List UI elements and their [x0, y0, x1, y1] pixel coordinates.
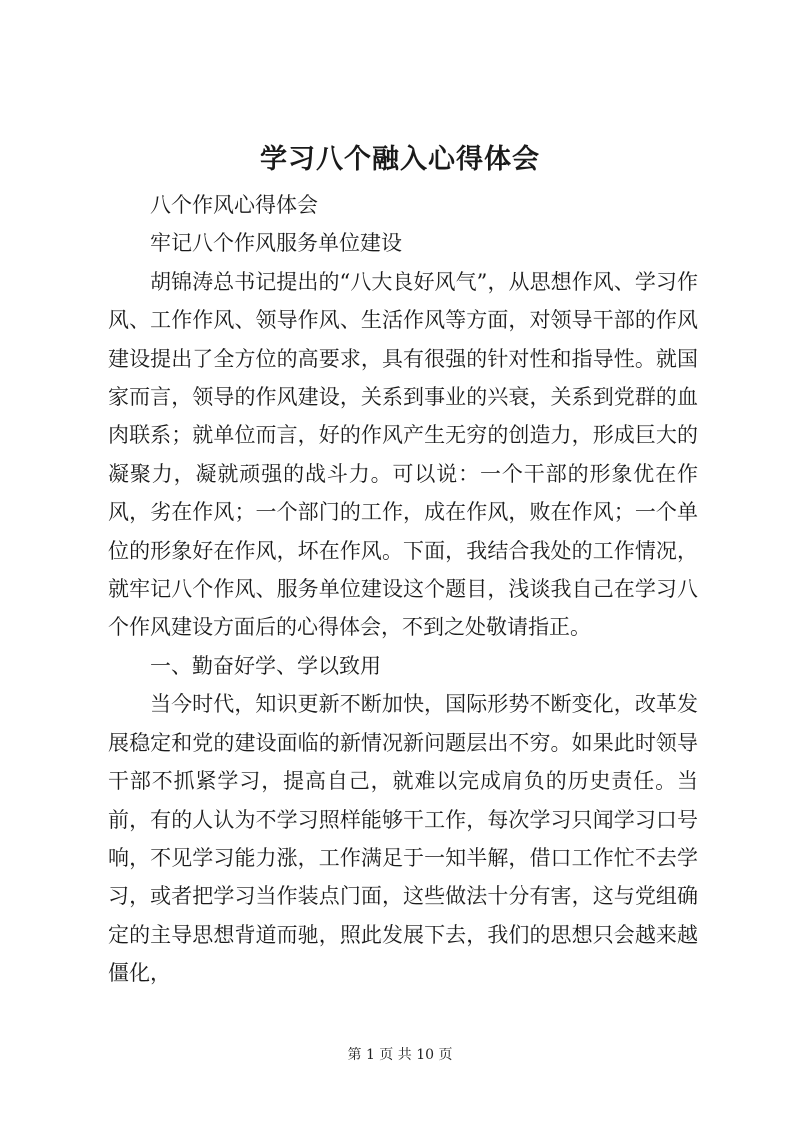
paragraph-intro: 胡锦涛总书记提出的“八大良好风气”，从思想作风、学习作风、工作作风、领导作风、生活作风等方面，对领导干部的作风建设提出了全方位的高要求，具有很强的针对性和指导性。就国家而言，领导的作风建设，关系到事业的兴衰，关系到党群的血肉联系；就单位而言，好的作风产生无穷的创造力，形成巨大的凝聚力，凝就顽强的战斗力。可以说：一个干部的形象优在作风，劣在作风；一个部门的工作，成在作风，败在作风；一个单位的形象好在作风，坏在作风。下面，我结合我处的工作情况，就牢记八个作风、服务单位建设这个题目，浅谈我自己在学习八个作风建设方面后的心得体会，不到之处敬请指正。 — [108, 269, 698, 640]
section-heading: 一、勤奋好学、学以致用 — [150, 653, 381, 678]
paragraph-subtitle-2: 牢记八个作风服务单位建设 — [150, 231, 402, 256]
page-footer: 第 1 页 共 10 页 — [347, 1047, 453, 1063]
document-body — [108, 186, 698, 993]
document-title: 学习八个融入心得体会 — [260, 144, 540, 175]
paragraph-subtitle-1: 八个作风心得体会 — [150, 193, 318, 217]
paragraph-section-body: 当今时代，知识更新不断加快，国际形势不断变化，改革发展稳定和党的建设面临的新情况新问题层出不穷。如果此时领导干部不抓紧学习，提高自己，就难以完成肩负的历史责任。当前，有的人认为不学习照样能够干工作，每次学习只闻学习口号响，不见学习能力涨，工作满足于一知半解，借口工作忙不去学习，或者把学习当作装点门面，这些做法十分有害，这与党组确定的主导思想背道而驰，照此发展下去，我们的思想只会越来越僵化， — [108, 692, 698, 986]
